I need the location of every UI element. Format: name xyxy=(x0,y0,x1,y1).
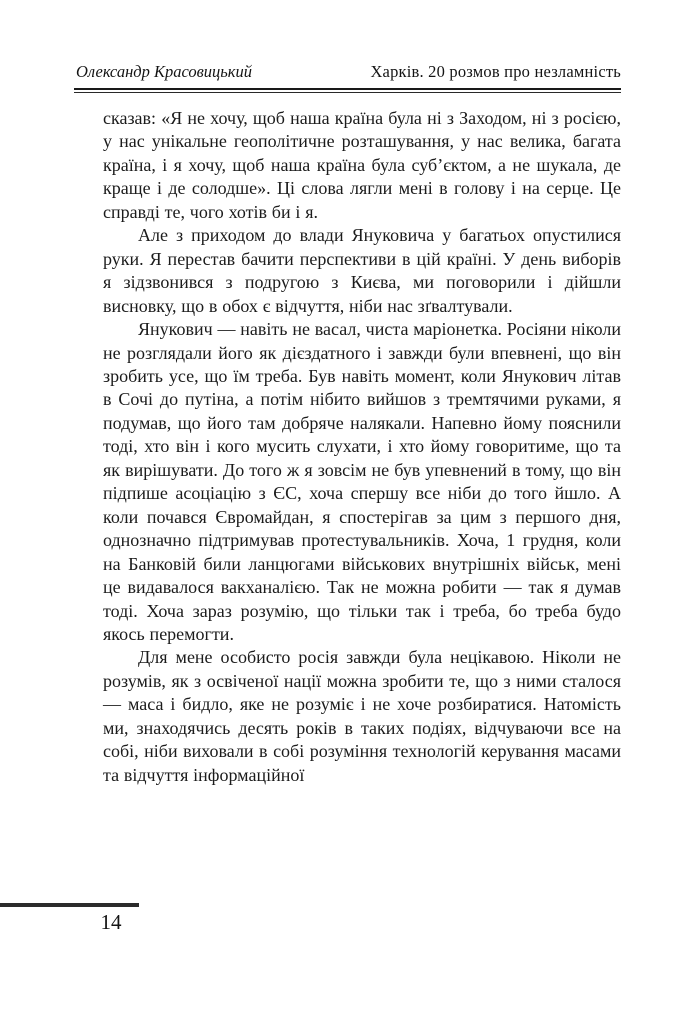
running-header xyxy=(76,61,621,82)
paragraph: сказав: «Я не хочу, щоб наша країна була ні з Заходом, ні з росією, у нас унікальне геополітичне розташування, у нас велика, багата країна, і я хочу, щоб наша країна була суб’єктом, а не шукала, де краще і де солодше». Ці слова лягли мені в голову і на серце. Це справді те, чого хотів би і я. xyxy=(103,108,621,222)
header-author: Олександр Красовицький xyxy=(76,62,252,81)
paragraph: Янукович — навіть не васал, чиста маріонетка. Росіяни ніколи не розглядали його як дієздатного і завжди були впевнені, що він зробить усе, що їм треба. Був навіть момент, коли Янукович літав в Сочі до путіна, а потім нібито вийшов з тремтячими руками, я подумав, що його там добряче налякали. Напевно йому пояснили тоді, хто він і кого мусить слухати, і хто йому говоритиме, що та як вирішувати. До того ж я зовсім не був упевнений в тому, що він підпише асоціацію з ЄС, хоча спершу все ніби до того йшло. А коли почався Євромайдан, я спостерігав за цим з першого дня, однозначно підтримував протестувальників. Хоча, 1 грудня, коли на Банковій били ланцюгами військових внутрішніх військ, мені це видавалося вакханалією. Так не можна робити — так я думав тоді. Хоча зараз розумію, що тільки так і треба, бо треба будо якось перемогти. xyxy=(103,319,621,644)
paragraph: Для мене особисто росія завжди була нецікавою. Ніколи не розумів, як з освіченої нації можна зробити те, що з ними сталося — маса і бидло, яке не розуміє і не хоче розбиратися. Натомість ми, знаходячись десять років в таких подіях, відчуваючи все на собі, ніби виховали в собі розуміння технологій керування масами та відчуття інформаційної xyxy=(103,647,621,785)
body-text xyxy=(103,107,621,787)
paragraph: Але з приходом до влади Януковича у багатьох опустилися руки. Я перестав бачити перспективи в цій країні. У день виборів я зідзвонився з подругою з Києва, ми поговорили і дійшли висновку, що в обох є відчуття, ніби нас зґвалтували. xyxy=(103,225,621,316)
footer-bar-divider xyxy=(0,903,139,907)
header-book-title: Харків. 20 розмов про незламність xyxy=(370,62,621,81)
page-number: 14 xyxy=(100,910,122,934)
header-rule-divider xyxy=(74,88,621,93)
